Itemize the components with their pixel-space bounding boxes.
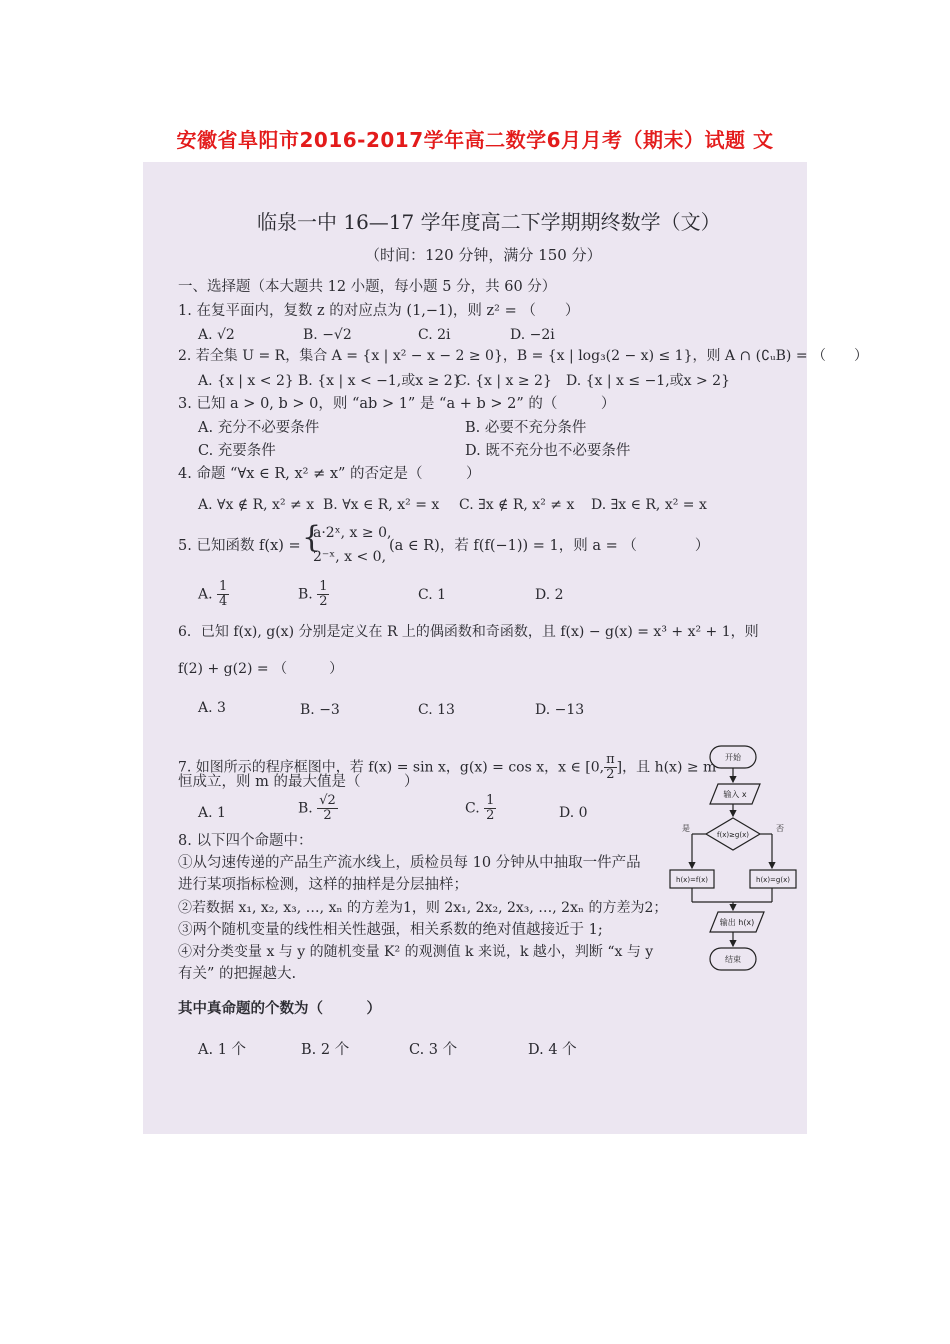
scanned-exam-sheet — [143, 162, 869, 1134]
q4-option-c: C. ∃x ∉ R, x² ≠ x — [459, 497, 575, 513]
q5-option-a-label: A. — [198, 586, 213, 603]
q7-b-numerator: √2 — [319, 793, 336, 808]
flowchart-end-label: 结束 — [725, 955, 741, 964]
q5-stem-prefix: 5. 已知函数 f(x) = — [178, 538, 301, 554]
q7-b-denominator: 2 — [323, 808, 332, 823]
q7-option-c-fraction — [484, 794, 496, 823]
q6-option-b: B. −3 — [300, 702, 340, 718]
q1-option-b: B. −√2 — [303, 327, 352, 343]
exam-time-info: （时间：120 分钟，满分 150 分） — [365, 246, 602, 264]
q8-statement-4b: 有关” 的把握越大. — [178, 966, 297, 982]
q1-option-c: C. 2i — [418, 327, 451, 343]
flowchart-input-label: 输入 x — [723, 790, 747, 799]
flowchart-yes-box-label: h(x)=f(x) — [676, 876, 708, 884]
q7-option-c — [465, 794, 496, 823]
q5-b-denominator: 2 — [319, 594, 328, 609]
q3-stem: 3. 已知 a > 0, b > 0，则 “ab > 1” 是 “a + b > 2” 的（ ） — [178, 396, 616, 412]
q3-option-b: B. 必要不充分条件 — [465, 420, 587, 436]
q7-option-a: A. 1 — [198, 805, 226, 821]
q4-option-b: B. ∀x ∈ R, x² = x — [323, 497, 440, 513]
q8-statement-3: ③两个随机变量的线性相关性越强，相关系数的绝对值越接近于 1; — [178, 922, 603, 938]
q1-option-a: A. √2 — [198, 327, 235, 343]
q7-option-b — [298, 794, 338, 823]
q5-stem-suffix: (a ∈ R)，若 f(f(−1)) = 1，则 a = （ ） — [389, 538, 710, 554]
q1-option-d: D. −2i — [510, 327, 555, 343]
q8-option-a: A. 1 个 — [198, 1042, 247, 1058]
q4-option-a: A. ∀x ∉ R, x² ≠ x — [198, 497, 315, 513]
q5-option-d: D. 2 — [535, 587, 564, 603]
q8-stem: 8. 以下四个命题中： — [178, 833, 313, 849]
flowchart-no-box-label: h(x)=g(x) — [756, 876, 790, 884]
q8-option-b: B. 2 个 — [301, 1042, 350, 1058]
q5-option-a-fraction — [217, 580, 229, 609]
q5-a-denominator: 4 — [219, 594, 228, 609]
q6-option-a: A. 3 — [198, 700, 226, 716]
q3-option-d: D. 既不充分也不必要条件 — [465, 443, 631, 459]
q4-stem: 4. 命题 “∀x ∈ R, x² ≠ x” 的否定是（ ） — [178, 466, 481, 482]
flowchart-start-label: 开始 — [725, 753, 741, 762]
q8-statement-4a: ④对分类变量 x 与 y 的随机变量 K² 的观测值 k 来说，k 越小，判断 “x 与 y — [178, 944, 654, 960]
q3-option-c: C. 充要条件 — [198, 443, 276, 459]
q7-frac-den: 2 — [606, 767, 615, 782]
q7-c-numerator: 1 — [486, 793, 495, 808]
q7-stem-suffix: ]，且 h(x) ≥ m — [616, 759, 717, 776]
q6-option-c: C. 13 — [418, 702, 455, 718]
q2-option-a: A. {x | x < 2} — [198, 373, 294, 389]
flowchart-output-label: 输出 h(x) — [719, 918, 755, 927]
exam-title: 临泉一中 16—17 学年度高二下学期期终数学（文） — [257, 210, 721, 234]
q7-option-c-label: C. — [465, 800, 480, 817]
q5-option-b — [298, 580, 329, 609]
q7-stem-prefix: 7. 如图所示的程序框图中，若 f(x) = sin x，g(x) = cos x，x ∈ [0, — [178, 759, 605, 776]
q4-option-d: D. ∃x ∈ R, x² = x — [591, 497, 707, 513]
q6-stem-line1: 6．已知 f(x), g(x) 分别是定义在 R 上的偶函数和奇函数，且 f(x) − g(x) = x³ + x² + 1，则 — [178, 624, 759, 640]
q5-case-1: a·2ˣ, x ≥ 0, — [313, 525, 392, 541]
q7-pi-half-fraction — [604, 753, 617, 782]
q5-b-numerator: 1 — [319, 579, 328, 594]
q7-option-d: D. 0 — [559, 805, 588, 821]
q5-case-2: 2⁻ˣ, x < 0, — [313, 549, 387, 565]
page-title: 安徽省阜阳市2016-2017学年高二数学6月月考（期末）试题 文 — [176, 128, 774, 152]
q8-option-d: D. 4 个 — [528, 1042, 577, 1058]
q5-option-c: C. 1 — [418, 587, 447, 603]
q5-brace: { — [302, 520, 322, 555]
q7-c-denominator: 2 — [486, 808, 495, 823]
q2-option-c: C. {x | x ≥ 2} — [456, 373, 552, 389]
q8-statement-1a: ①从匀速传递的产品生产流水线上，质检员每 10 分钟从中抽取一件产品 — [178, 855, 641, 871]
q7-frac-num: π — [606, 752, 615, 767]
q5-option-a — [198, 580, 229, 609]
q3-option-a: A. 充分不必要条件 — [198, 420, 320, 436]
flowchart-condition-label: f(x)≥g(x) — [717, 831, 749, 839]
q7-option-b-fraction — [317, 794, 338, 823]
flowchart-yes-label: 是 — [682, 824, 690, 833]
q8-statement-1b: 进行某项指标检测，这样的抽样是分层抽样； — [178, 877, 468, 893]
program-flowchart — [676, 742, 808, 1082]
q7-stem-line2: 恒成立，则 m 的最大值是（ ） — [178, 774, 419, 790]
q5-a-numerator: 1 — [219, 579, 228, 594]
q6-option-d: D. −13 — [535, 702, 585, 718]
q8-option-c: C. 3 个 — [409, 1042, 458, 1058]
q2-option-b: B. {x | x < −1,或x ≥ 2} — [298, 373, 462, 389]
q8-question: 其中真命题的个数为（ ） — [178, 1000, 381, 1017]
q5-option-b-label: B. — [298, 586, 313, 603]
q7-option-b-label: B. — [298, 800, 313, 817]
section-heading: 一、选择题（本大题共 12 小题，每小题 5 分，共 60 分） — [178, 279, 557, 295]
q5-option-b-fraction — [317, 580, 329, 609]
q1-stem: 1. 在复平面内，复数 z 的对应点为 (1,−1)，则 z² = （ ） — [178, 303, 580, 319]
q8-statement-2: ②若数据 x₁, x₂, x₃, …, xₙ 的方差为1，则 2x₁, 2x₂, 2x₃, …, 2xₙ 的方差为2； — [178, 900, 668, 916]
q2-option-d: D. {x | x ≤ −1,或x > 2} — [566, 373, 731, 389]
flowchart-no-label: 否 — [776, 824, 784, 833]
q2-stem: 2. 若全集 U = R，集合 A = {x | x² − x − 2 ≥ 0}，B = {x | log₃(2 − x) ≤ 1}，则 A ∩ (∁ᵤB) = （ ） — [178, 348, 869, 364]
q6-stem-line2: f(2) + g(2) = （ ） — [178, 661, 344, 677]
